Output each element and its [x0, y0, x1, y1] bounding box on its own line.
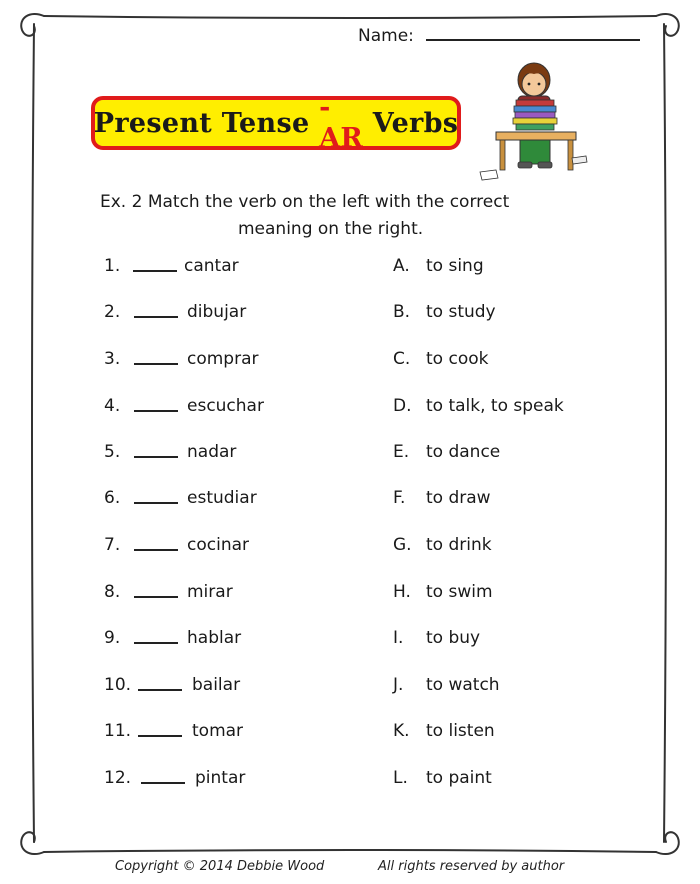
answer-blank[interactable] — [134, 642, 178, 644]
spanish-verb: bailar — [192, 675, 241, 695]
answer-blank[interactable] — [134, 456, 178, 458]
item-number: 8. — [104, 582, 121, 602]
item-number: 9. — [104, 628, 121, 648]
spanish-verb: pintar — [195, 768, 246, 788]
meaning-letter: B. — [393, 302, 411, 322]
spanish-verb: comprar — [187, 349, 259, 369]
item-number: 6. — [104, 488, 121, 508]
meaning-letter: L. — [393, 768, 408, 788]
english-meaning: to paint — [426, 768, 492, 788]
item-number: 12. — [104, 768, 132, 788]
item-number: 7. — [104, 535, 121, 555]
meaning-letter: G. — [393, 535, 412, 555]
meaning-letter: E. — [393, 442, 410, 462]
matching-row — [0, 256, 700, 282]
student-at-desk-illustration — [474, 58, 594, 184]
name-blank-line[interactable] — [426, 27, 640, 41]
instructions-line-2: meaning on the right. — [238, 219, 424, 239]
spanish-verb: mirar — [187, 582, 233, 602]
spanish-verb: cocinar — [187, 535, 249, 555]
answer-blank[interactable] — [134, 549, 178, 551]
matching-row — [0, 721, 700, 747]
item-number: 4. — [104, 396, 121, 416]
answer-blank[interactable] — [133, 270, 177, 272]
spanish-verb: hablar — [187, 628, 242, 648]
answer-blank[interactable] — [138, 689, 182, 691]
matching-row — [0, 535, 700, 561]
meaning-letter: A. — [393, 256, 410, 276]
answer-blank[interactable] — [134, 363, 178, 365]
spanish-verb: dibujar — [187, 302, 247, 322]
spanish-verb: tomar — [192, 721, 244, 741]
answer-blank[interactable] — [134, 502, 178, 504]
answer-blank[interactable] — [134, 596, 178, 598]
item-number: 1. — [104, 256, 121, 276]
meaning-letter: J. — [393, 675, 404, 695]
answer-blank[interactable] — [138, 735, 182, 737]
english-meaning: to listen — [426, 721, 495, 741]
english-meaning: to watch — [426, 675, 500, 695]
title-suffix: Verbs — [363, 107, 459, 139]
instructions-line-1: Ex. 2 Match the verb on the left with the correct — [100, 192, 510, 212]
english-meaning: to draw — [426, 488, 491, 508]
spanish-verb: escuchar — [187, 396, 264, 416]
english-meaning: to drink — [426, 535, 492, 555]
english-meaning: to dance — [426, 442, 501, 462]
item-number: 11. — [104, 721, 132, 741]
item-number: 5. — [104, 442, 121, 462]
answer-blank[interactable] — [134, 316, 178, 318]
rights-notice: All rights reserved by author — [378, 859, 565, 874]
matching-row — [0, 302, 700, 328]
meaning-letter: C. — [393, 349, 411, 369]
title-highlight: -AR — [319, 92, 364, 154]
item-number: 10. — [104, 675, 132, 695]
meaning-letter: D. — [393, 396, 412, 416]
copyright-notice: Copyright © 2014 Debbie Wood — [115, 859, 325, 874]
matching-row — [0, 768, 700, 794]
name-field — [358, 26, 640, 46]
worksheet-title — [91, 92, 461, 154]
english-meaning: to buy — [426, 628, 481, 648]
matching-row — [0, 442, 700, 468]
answer-blank[interactable] — [141, 782, 185, 784]
title-prefix: Present Tense — [93, 107, 320, 139]
spanish-verb: estudiar — [187, 488, 257, 508]
spanish-verb: cantar — [184, 256, 239, 276]
item-number: 2. — [104, 302, 121, 322]
item-number: 3. — [104, 349, 121, 369]
matching-row — [0, 582, 700, 608]
english-meaning: to cook — [426, 349, 489, 369]
meaning-letter: H. — [393, 582, 411, 602]
instructions — [100, 189, 600, 243]
meaning-letter: K. — [393, 721, 410, 741]
english-meaning: to study — [426, 302, 496, 322]
matching-row — [0, 675, 700, 701]
english-meaning: to swim — [426, 582, 493, 602]
matching-row — [0, 349, 700, 375]
matching-row — [0, 396, 700, 422]
matching-row — [0, 628, 700, 654]
meaning-letter: I. — [393, 628, 404, 648]
meaning-letter: F. — [393, 488, 406, 508]
name-label: Name: — [358, 26, 414, 46]
spanish-verb: nadar — [187, 442, 237, 462]
english-meaning: to sing — [426, 256, 484, 276]
matching-row — [0, 488, 700, 514]
english-meaning: to talk, to speak — [426, 396, 564, 416]
answer-blank[interactable] — [134, 410, 178, 412]
